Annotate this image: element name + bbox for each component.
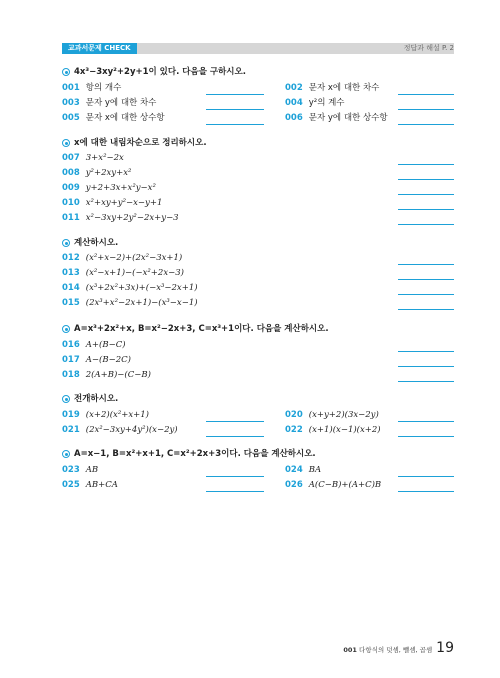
answer-line-020[interactable] [398,421,454,422]
section-5-title: 전개하시오. [62,393,118,405]
problem-020: 020 (x+y+2)(3x−2y) [285,410,379,420]
bullet-icon [62,239,70,247]
problem-018: 018 2(A+B)−(C−B) [62,370,151,380]
answer-line-006[interactable] [398,124,454,125]
section-3-title: 계산하시오. [62,237,118,249]
answer-line-004[interactable] [398,109,454,110]
problem-023: 023 AB [62,465,99,475]
answer-line-014[interactable] [398,294,454,295]
problem-007: 007 3+x²−2x [62,153,124,163]
bullet-icon [62,68,70,76]
answer-line-002[interactable] [398,94,454,95]
problem-015: 015 (2x³+x²−2x+1)−(x³−x−1) [62,298,198,308]
section-4-title: A=x³+2x²+x, B=x²−2x+3, C=x³+1이다. 다음을 계산하시오. [62,323,329,335]
page-footer [343,640,454,656]
answer-line-016[interactable] [398,351,454,352]
answer-line-008[interactable] [398,179,454,180]
problem-019: 019 (x+2)(x²+x+1) [62,410,149,420]
problem-009: 009 y+2+3x+x²y−x² [62,183,156,193]
answer-line-018[interactable] [398,381,454,382]
problem-001: 001 항의 개수 [62,83,122,93]
problem-012: 012 (x²+x−2)+(2x²−3x+1) [62,253,183,263]
answer-line-011[interactable] [398,224,454,225]
problem-005: 005 문자 x에 대한 상수항 [62,113,165,123]
problem-024: 024 BA [285,465,322,475]
answer-line-001[interactable] [206,94,264,95]
problem-017: 017 A−(B−2C) [62,355,131,365]
answer-line-019[interactable] [206,421,264,422]
answer-line-007[interactable] [398,164,454,165]
problem-013: 013 (x²−x+1)−(−x²+2x−3) [62,268,184,278]
problem-011: 011 x²−3xy+2y²−2x+y−3 [62,213,179,223]
answer-reference: 정답과 해설 P. 2 [403,44,454,52]
answer-line-015[interactable] [398,309,454,310]
problem-014: 014 (x³+2x²+3x)+(−x³−2x+1) [62,283,198,293]
answer-line-023[interactable] [206,476,264,477]
section-tab-label: 교과서문제 CHECK [62,43,137,54]
problem-021: 021 (2x²−3xy+4y²)(x−2y) [62,425,178,435]
section-6-title: A=x−1, B=x²+x+1, C=x²+2x+3이다. 다음을 계산하시오. [62,448,316,460]
problem-026: 026 A(C−B)+(A+C)B [285,480,382,490]
problem-008: 008 y²+2xy+x² [62,168,132,178]
section-2-title: x에 대한 내림차순으로 정리하시오. [62,137,207,149]
section-1-title: 4x³−3xy²+2y+1이 있다. 다음을 구하시오. [62,66,246,78]
answer-line-009[interactable] [398,194,454,195]
answer-line-003[interactable] [206,109,264,110]
answer-line-013[interactable] [398,279,454,280]
problem-022: 022 (x+1)(x−1)(x+2) [285,425,381,435]
answer-line-012[interactable] [398,264,454,265]
problem-003: 003 문자 y에 대한 차수 [62,98,157,108]
bullet-icon [62,450,70,458]
answer-line-017[interactable] [398,366,454,367]
problem-016: 016 A+(B−C) [62,340,126,350]
problem-025: 025 AB+CA [62,480,118,490]
answer-line-021[interactable] [206,436,264,437]
answer-line-025[interactable] [206,491,264,492]
answer-line-024[interactable] [398,476,454,477]
bullet-icon [62,139,70,147]
chapter-label: 001 다항식의 덧셈, 뺄셈, 곱셈 [343,646,433,654]
bullet-icon [62,325,70,333]
bullet-icon [62,395,70,403]
problem-010: 010 x²+xy+y²−x−y+1 [62,198,163,208]
problem-002: 002 문자 x에 대한 차수 [285,83,380,93]
page-number: 19 [436,640,454,656]
answer-line-026[interactable] [398,491,454,492]
problem-004: 004 y²의 계수 [285,98,345,108]
problem-006: 006 문자 y에 대한 상수항 [285,113,388,123]
answer-line-005[interactable] [206,124,264,125]
answer-line-010[interactable] [398,209,454,210]
answer-line-022[interactable] [398,436,454,437]
